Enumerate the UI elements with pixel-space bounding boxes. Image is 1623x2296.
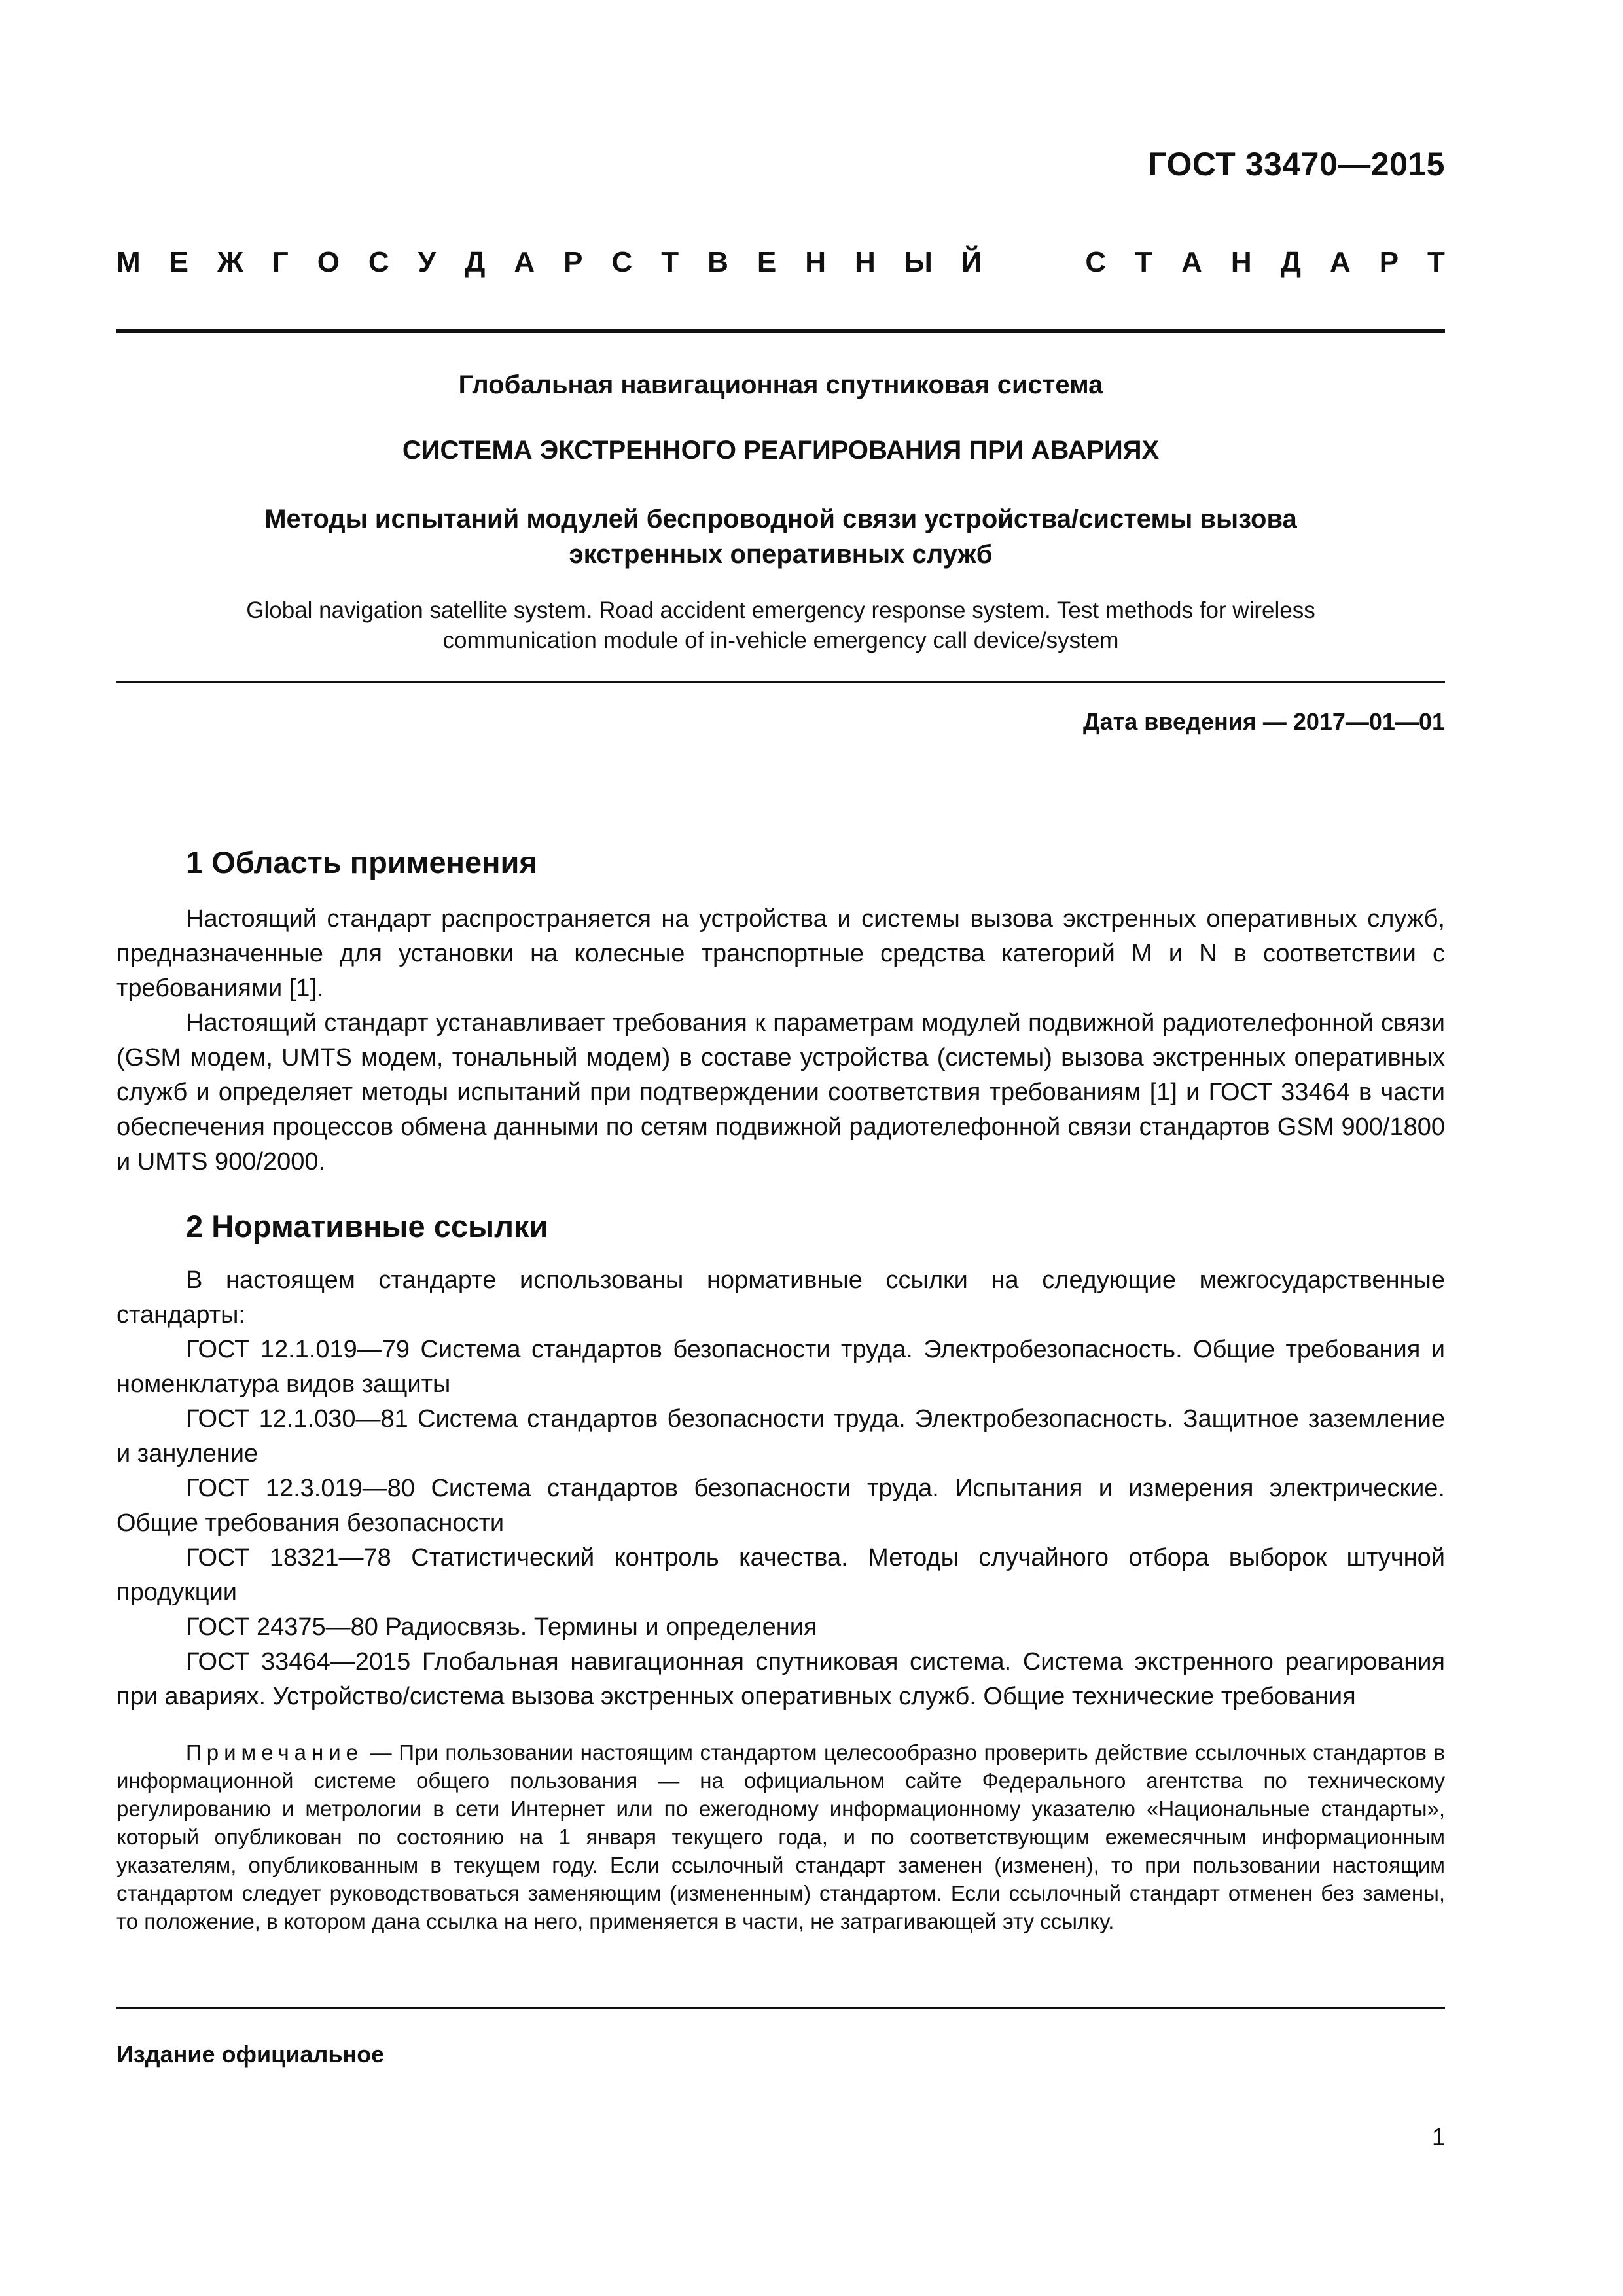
doc-type-letter: С [611,246,633,278]
official-edition-label: Издание официальное [116,2041,385,2068]
doc-type-letter: О [317,246,340,278]
doc-type-letter: Е [169,246,188,278]
english-title-b: communication module of in-vehicle emergency call device/system [442,628,1119,653]
doc-type-letter: Н [855,246,876,278]
reference-item: ГОСТ 18321—78 Статистический контроль качества. Методы случайного отбора выборок штучной продукции [116,1544,1445,1606]
title-line-1: Глобальная навигационная спутниковая система [458,370,1103,399]
doc-type-letter: Р [563,246,583,278]
section-1-body [116,902,1445,1179]
reference-item: ГОСТ 33464—2015 Глобальная навигационная спутниковая система. Система экстренного реагирования при авариях. Устройство/система вызова экстренных оперативных служб. Общие технические требования [116,1648,1445,1710]
section-2-body [116,1263,1445,1714]
doc-type-letter: Т [661,246,679,278]
doc-type-letter: Е [757,246,777,278]
doc-type-letter: С [1085,246,1107,278]
english-title-a: Global navigation satellite system. Road accident emergency response system. Test methods for wireless [246,598,1315,623]
reference-item: ГОСТ 24375—80 Радиосвязь. Термины и определения [186,1613,817,1641]
header-divider [116,329,1445,333]
doc-type-letter: Н [805,246,827,278]
document-number: ГОСТ 33470—2015 [1148,146,1445,183]
doc-type-letter: Д [465,246,486,278]
reference-item: ГОСТ 12.1.019—79 Система стандартов безопасности труда. Электробезопасность. Общие требования и номенклатура видов защиты [116,1336,1445,1398]
doc-type-letter: Н [1230,246,1252,278]
doc-type-letter: Г [272,246,289,278]
word-gap [1010,246,1056,279]
doc-type-letter: А [1329,246,1351,278]
doc-type-letter: В [707,246,728,278]
doc-type-letter: Р [1379,246,1399,278]
english-title [116,596,1445,656]
note-block [116,1738,1445,1935]
doc-type-letter: У [418,246,437,278]
doc-type-letter: А [514,246,535,278]
reference-item: ГОСТ 12.3.019—80 Система стандартов безопасности труда. Испытания и измерения электрические. Общие требования безопасности [116,1475,1445,1537]
title-line-3 [116,501,1445,572]
paragraph: В настоящем стандарте использованы нормативные ссылки на следующие межгосударственные стандарты: [116,1266,1445,1329]
reference-item: ГОСТ 12.1.030—81 Система стандартов безопасности труда. Электробезопасность. Защитное заземление и зануление [116,1405,1445,1467]
doc-type-letter: Т [1135,246,1153,278]
doc-type-letter: С [368,246,389,278]
paragraph: Настоящий стандарт распространяется на устройства и системы вызова экстренных оперативных служб, предназначенные для установки на колесные транспортные средства категорий М и N в соответствии с требованиями [1]. [116,905,1445,1002]
doc-type-letter: Д [1280,246,1301,278]
paragraph: Настоящий стандарт устанавливает требования к параметрам модулей подвижной радиотелефонной связи (GSM модем, UMTS модем, тональный модем) в составе устройства (системы) вызова экстренных оперативных служб и определяет методы испытаний при подтверждении соответствия требованиям [1] и ГОСТ 33464 в части обеспечения процессов обмена данными по сетям подвижной радиотелефонной связи стандартов GSM 900/1800 и UMTS 900/2000. [116,1009,1445,1175]
title-line-2: СИСТЕМА ЭКСТРЕННОГО РЕАГИРОВАНИЯ ПРИ АВАРИЯХ [402,436,1160,465]
section-1-heading: 1 Область применения [186,845,537,880]
doc-type-letter: Й [961,246,982,278]
doc-type-letter: М [116,246,141,278]
doc-type-letter: Т [1427,246,1445,278]
introduction-date: Дата введения — 2017—01—01 [1082,708,1445,735]
section-2-heading: 2 Нормативные ссылки [186,1209,548,1244]
document-type-heading [116,246,1445,279]
page-number: 1 [1431,2123,1445,2150]
doc-type-letter: Ж [217,246,243,278]
title-line-3a: Методы испытаний модулей беспроводной связи устройства/системы вызова [264,505,1297,533]
title-divider [116,681,1445,683]
doc-type-letter: Ы [904,246,933,278]
footer-divider [116,2007,1445,2009]
doc-type-letter: А [1181,246,1202,278]
note-label: Примечание [186,1740,364,1765]
note-text: — При пользовании настоящим стандартом целесообразно проверить действие ссылочных стандартов в информационной системе общего пользования — на официальном сайте Федерального агентства по техническому регулированию и метрологии в сети Интернет или по ежегодному информационному указателю «Национальные стандарты», который опубликован по состоянию на 1 января текущего года, и по соответствующим ежемесячным информационным указателям, опубликованным в текущем году. Если ссылочный стандарт заменен (изменен), то при пользовании настоящим стандартом следует руководствоваться заменяющим (измененным) стандартом. Если ссылочный стандарт отменен без замены, то положение, в котором дана ссылка на него, применяется в части, не затрагивающей эту ссылку. [116,1740,1445,1933]
title-line-3b: экстренных оперативных служб [569,540,993,569]
